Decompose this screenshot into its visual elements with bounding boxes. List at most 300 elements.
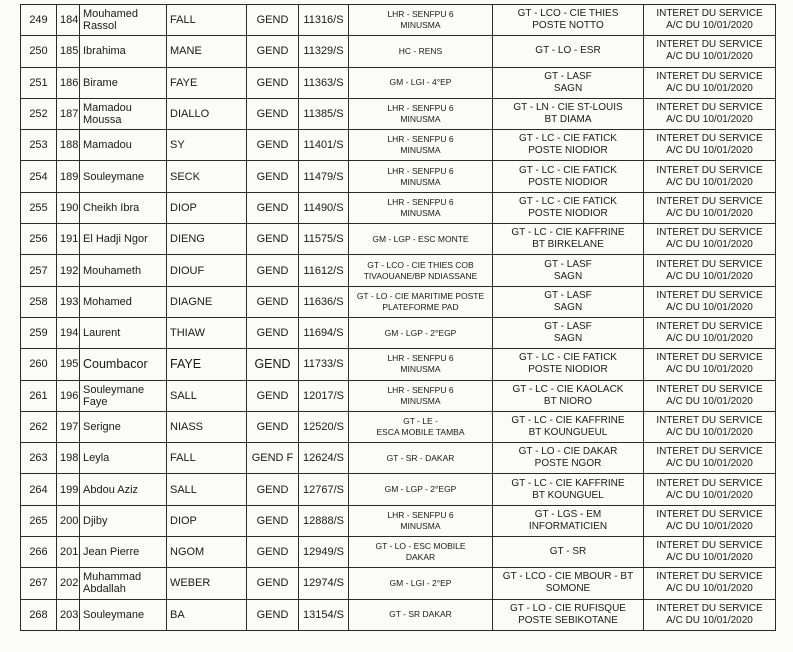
row-index-cell: 198: [57, 443, 80, 474]
motive-cell-line: INTERET DU SERVICE: [656, 70, 763, 82]
grade-cell: GEND: [247, 161, 299, 192]
origin-unit-cell-line: DAKAR: [405, 552, 436, 563]
motive-cell-line: INTERET DU SERVICE: [656, 571, 763, 583]
last-name-cell: SECK: [167, 161, 247, 192]
grade-cell: GEND: [247, 192, 299, 223]
first-name-cell: Mohamed: [80, 286, 167, 317]
destination-unit-cell-line: SAGN: [553, 333, 583, 345]
table-row: [21, 67, 776, 98]
table-row: [21, 224, 776, 255]
first-name-cell: Souleymane: [80, 599, 167, 630]
motive-cell-line: INTERET DU SERVICE: [656, 446, 763, 458]
table-row: [21, 411, 776, 442]
motive-cell-line: A/C DU 10/01/2020: [666, 520, 753, 532]
origin-unit-cell: [349, 224, 493, 255]
origin-unit-cell-line: ESCA MOBILE TAMBA: [376, 427, 465, 437]
first-name-cell: Muhammad Abdallah: [80, 568, 167, 599]
origin-unit-cell-line: LHR - SENFPU 6: [387, 165, 454, 176]
last-name-cell: FAYE: [167, 67, 247, 98]
origin-unit-cell-line: GM - LGP - 2°EGP: [384, 484, 457, 495]
destination-unit-cell-line: GT - SR: [549, 546, 587, 558]
origin-unit-cell: [349, 286, 493, 317]
destination-unit-cell-line: GT - LC - CIE KAFFRINE: [511, 227, 625, 239]
table-row: [21, 568, 776, 599]
destination-unit-cell: [493, 98, 644, 129]
destination-unit-cell-line: SOMONE: [545, 583, 591, 595]
first-name-cell: Mouhamed Rassol: [80, 5, 167, 36]
origin-unit-cell: [349, 161, 493, 192]
first-name-cell: Souleymane: [80, 161, 167, 192]
origin-unit-cell: [349, 537, 493, 568]
table-row: [21, 36, 776, 67]
personnel-table: [20, 4, 776, 631]
motive-cell-line: A/C DU 10/01/2020: [666, 51, 753, 63]
last-name-cell: SALL: [167, 474, 247, 505]
destination-unit-cell-line: GT - LC - CIE KAFFRINE: [511, 477, 625, 489]
row-index-cell: 189: [57, 161, 80, 192]
last-name-cell: NGOM: [167, 537, 247, 568]
row-number-cell: 251: [21, 67, 57, 98]
first-name-cell: Laurent: [80, 317, 167, 348]
table-row: [21, 443, 776, 474]
origin-unit-cell-line: MINUSMA: [400, 176, 441, 187]
origin-unit-cell-line: LHR - SENFPU 6: [387, 134, 454, 145]
motive-cell-line: INTERET DU SERVICE: [656, 383, 763, 395]
matricule-cell: 11479/S: [299, 161, 349, 192]
matricule-cell: 12888/S: [299, 505, 349, 536]
destination-unit-cell: [493, 380, 644, 411]
destination-unit-cell-line: POSTE NIODIOR: [528, 145, 608, 157]
last-name-cell: WEBER: [167, 568, 247, 599]
destination-unit-cell-line: BT NIORO: [543, 395, 593, 407]
row-index-cell: 200: [57, 505, 80, 536]
row-index-cell: 199: [57, 474, 80, 505]
origin-unit-cell: [349, 411, 493, 442]
row-number-cell: 266: [21, 537, 57, 568]
destination-unit-cell-line: GT - LC - CIE FATICK: [519, 352, 617, 364]
destination-unit-cell-line: GT - LGS - EM: [534, 508, 602, 520]
row-index-cell: 202: [57, 568, 80, 599]
grade-cell: GEND: [247, 36, 299, 67]
origin-unit-cell-line: GT - SR DAKAR: [389, 609, 452, 620]
motive-cell-line: INTERET DU SERVICE: [656, 540, 763, 552]
first-name-cell: Cheikh Ibra: [80, 192, 167, 223]
motive-cell: [644, 599, 776, 630]
motive-cell-line: INTERET DU SERVICE: [656, 508, 763, 520]
destination-unit-cell: [493, 411, 644, 442]
origin-unit-cell-line: MINUSMA: [400, 207, 441, 218]
origin-unit-cell: [349, 474, 493, 505]
origin-unit-cell: [349, 599, 493, 630]
row-index-cell: 191: [57, 224, 80, 255]
motive-cell-line: A/C DU 10/01/2020: [666, 176, 753, 188]
last-name-cell: DIENG: [167, 224, 247, 255]
matricule-cell: 12949/S: [299, 537, 349, 568]
first-name-cell: Leyla: [80, 443, 167, 474]
motive-cell-line: INTERET DU SERVICE: [656, 8, 763, 20]
last-name-cell: THIAW: [167, 317, 247, 348]
destination-unit-cell: [493, 130, 644, 161]
destination-unit-cell-line: POSTE NOTTO: [532, 20, 604, 32]
motive-cell: [644, 411, 776, 442]
motive-cell-line: A/C DU 10/01/2020: [666, 82, 753, 94]
motive-cell: [644, 568, 776, 599]
origin-unit-cell-line: MINUSMA: [400, 114, 441, 125]
row-number-cell: 264: [21, 474, 57, 505]
grade-cell: GEND: [247, 568, 299, 599]
row-index-cell: 185: [57, 36, 80, 67]
last-name-cell: FALL: [167, 443, 247, 474]
matricule-cell: 11575/S: [299, 224, 349, 255]
destination-unit-cell: [493, 36, 644, 67]
destination-unit-cell-line: BT KOUNGUEL: [532, 489, 604, 501]
origin-unit-cell-line: MINUSMA: [400, 395, 441, 406]
row-number-cell: 254: [21, 161, 57, 192]
destination-unit-cell-line: SAGN: [553, 301, 583, 313]
motive-cell-line: INTERET DU SERVICE: [656, 321, 763, 333]
row-number-cell: 265: [21, 505, 57, 536]
origin-unit-cell-line: MINUSMA: [400, 364, 441, 375]
origin-unit-cell: [349, 130, 493, 161]
destination-unit-cell-line: GT - LC - CIE KAOLACK: [512, 383, 624, 395]
origin-unit-cell: [349, 67, 493, 98]
row-number-cell: 267: [21, 568, 57, 599]
matricule-cell: 11363/S: [299, 67, 349, 98]
row-number-cell: 255: [21, 192, 57, 223]
motive-cell: [644, 255, 776, 286]
row-number-cell: 256: [21, 224, 57, 255]
table-row: [21, 255, 776, 286]
origin-unit-cell: [349, 317, 493, 348]
row-index-cell: 194: [57, 317, 80, 348]
grade-cell: GEND: [247, 98, 299, 129]
grade-cell: GEND: [247, 537, 299, 568]
motive-cell-line: A/C DU 10/01/2020: [666, 333, 753, 345]
table-row: [21, 317, 776, 348]
matricule-cell: 11401/S: [299, 130, 349, 161]
motive-cell: [644, 286, 776, 317]
origin-unit-cell: [349, 192, 493, 223]
last-name-cell: DIOP: [167, 192, 247, 223]
motive-cell: [644, 36, 776, 67]
matricule-cell: 11316/S: [299, 5, 349, 36]
destination-unit-cell: [493, 349, 644, 380]
motive-cell: [644, 349, 776, 380]
motive-cell-line: A/C DU 10/01/2020: [666, 395, 753, 407]
row-index-cell: 196: [57, 380, 80, 411]
destination-unit-cell-line: POSTE NGOR: [534, 458, 602, 470]
destination-unit-cell: [493, 224, 644, 255]
origin-unit-cell-line: MINUSMA: [400, 520, 441, 531]
motive-cell-line: A/C DU 10/01/2020: [666, 239, 753, 251]
origin-unit-cell-line: LHR - SENFPU 6: [387, 353, 454, 364]
row-number-cell: 258: [21, 286, 57, 317]
destination-unit-cell: [493, 537, 644, 568]
motive-cell-line: A/C DU 10/01/2020: [666, 207, 753, 219]
matricule-cell: 11636/S: [299, 286, 349, 317]
motive-cell-line: A/C DU 10/01/2020: [666, 301, 753, 313]
motive-cell-line: INTERET DU SERVICE: [656, 477, 763, 489]
motive-cell-line: INTERET DU SERVICE: [656, 195, 763, 207]
row-index-cell: 192: [57, 255, 80, 286]
table-row: [21, 505, 776, 536]
row-index-cell: 187: [57, 98, 80, 129]
row-index-cell: 203: [57, 599, 80, 630]
row-number-cell: 262: [21, 411, 57, 442]
grade-cell: GEND: [247, 505, 299, 536]
motive-cell-line: INTERET DU SERVICE: [656, 352, 763, 364]
matricule-cell: 12624/S: [299, 443, 349, 474]
row-index-cell: 195: [57, 349, 80, 380]
origin-unit-cell-line: LHR - SENFPU 6: [387, 196, 454, 207]
origin-unit-cell-line: GT - LO - CIE MARITIME POSTE: [356, 290, 485, 301]
destination-unit-cell-line: POSTE NIODIOR: [528, 176, 608, 188]
destination-unit-cell: [493, 5, 644, 36]
motive-cell: [644, 161, 776, 192]
destination-unit-cell-line: GT - LCO - CIE THIES: [517, 8, 619, 20]
table-row: [21, 599, 776, 630]
row-number-cell: 253: [21, 130, 57, 161]
motive-cell-line: A/C DU 10/01/2020: [666, 270, 753, 282]
destination-unit-cell-line: GT - LN - CIE ST-LOUIS: [513, 102, 623, 114]
grade-cell: GEND: [247, 474, 299, 505]
motive-cell: [644, 192, 776, 223]
table-row: [21, 130, 776, 161]
destination-unit-cell: [493, 286, 644, 317]
destination-unit-cell: [493, 255, 644, 286]
motive-cell-line: A/C DU 10/01/2020: [666, 458, 753, 470]
grade-cell: GEND: [247, 67, 299, 98]
row-index-cell: 186: [57, 67, 80, 98]
destination-unit-cell-line: POSTE SEBIKOTANE: [518, 614, 618, 626]
origin-unit-cell: [349, 505, 493, 536]
table-row: [21, 286, 776, 317]
destination-unit-cell-line: SAGN: [553, 82, 583, 94]
matricule-cell: 11694/S: [299, 317, 349, 348]
destination-unit-cell-line: GT - LC - CIE FATICK: [519, 164, 617, 176]
destination-unit-cell: [493, 317, 644, 348]
motive-cell-line: A/C DU 10/01/2020: [666, 114, 753, 126]
destination-unit-cell-line: GT - LASF: [544, 258, 592, 270]
motive-cell-line: INTERET DU SERVICE: [656, 227, 763, 239]
destination-unit-cell-line: SAGN: [553, 270, 583, 282]
row-number-cell: 252: [21, 98, 57, 129]
matricule-cell: 13154/S: [299, 599, 349, 630]
matricule-cell: 12017/S: [299, 380, 349, 411]
last-name-cell: DIOUF: [167, 255, 247, 286]
destination-unit-cell-line: GT - LC - CIE KAFFRINE: [511, 415, 625, 426]
origin-unit-cell-line: GT - LO - ESC MOBILE: [375, 541, 466, 552]
origin-unit-cell-line: LHR - SENFPU 6: [387, 509, 454, 520]
row-index-cell: 188: [57, 130, 80, 161]
destination-unit-cell-line: GT - LASF: [544, 289, 592, 301]
first-name-cell: Souleymane Faye: [80, 380, 167, 411]
motive-cell-line: A/C DU 10/01/2020: [666, 20, 753, 32]
origin-unit-cell-line: GT - LE -: [403, 416, 438, 426]
matricule-cell: 11385/S: [299, 98, 349, 129]
matricule-cell: 12520/S: [299, 411, 349, 442]
destination-unit-cell: [493, 474, 644, 505]
origin-unit-cell: [349, 349, 493, 380]
grade-cell: GEND: [247, 317, 299, 348]
first-name-cell: Djiby: [80, 505, 167, 536]
grade-cell: GEND: [247, 599, 299, 630]
motive-cell-line: A/C DU 10/01/2020: [666, 427, 753, 438]
last-name-cell: FAYE: [167, 349, 247, 380]
destination-unit-cell: [493, 505, 644, 536]
origin-unit-cell: [349, 255, 493, 286]
motive-cell-line: INTERET DU SERVICE: [656, 258, 763, 270]
first-name-cell: Birame: [80, 67, 167, 98]
last-name-cell: SALL: [167, 380, 247, 411]
matricule-cell: 12974/S: [299, 568, 349, 599]
grade-cell: GEND: [247, 224, 299, 255]
grade-cell: GEND: [247, 286, 299, 317]
table-row: [21, 5, 776, 36]
motive-cell: [644, 5, 776, 36]
grade-cell: GEND F: [247, 443, 299, 474]
destination-unit-cell-line: BT BIRKELANE: [532, 239, 604, 251]
motive-cell: [644, 474, 776, 505]
destination-unit-cell: [493, 443, 644, 474]
motive-cell-line: A/C DU 10/01/2020: [666, 364, 753, 376]
first-name-cell: El Hadji Ngor: [80, 224, 167, 255]
row-index-cell: 193: [57, 286, 80, 317]
first-name-cell: Mamadou: [80, 130, 167, 161]
matricule-cell: 12767/S: [299, 474, 349, 505]
last-name-cell: SY: [167, 130, 247, 161]
motive-cell: [644, 317, 776, 348]
origin-unit-cell-line: LHR - SENFPU 6: [387, 103, 454, 114]
motive-cell-line: A/C DU 10/01/2020: [666, 145, 753, 157]
row-number-cell: 250: [21, 36, 57, 67]
destination-unit-cell: [493, 192, 644, 223]
destination-unit-cell-line: GT - LASF: [544, 70, 592, 82]
destination-unit-cell-line: BT DIAMA: [544, 114, 592, 126]
first-name-cell: Abdou Aziz: [80, 474, 167, 505]
motive-cell: [644, 98, 776, 129]
matricule-cell: 11612/S: [299, 255, 349, 286]
origin-unit-cell: [349, 98, 493, 129]
row-number-cell: 268: [21, 599, 57, 630]
row-index-cell: 197: [57, 411, 80, 442]
destination-unit-cell-line: POSTE NIODIOR: [528, 364, 608, 376]
destination-unit-cell-line: GT - LC - CIE FATICK: [519, 195, 617, 207]
table-row: [21, 98, 776, 129]
motive-cell-line: INTERET DU SERVICE: [656, 164, 763, 176]
last-name-cell: DIAGNE: [167, 286, 247, 317]
origin-unit-cell-line: MINUSMA: [400, 145, 441, 156]
destination-unit-cell: [493, 599, 644, 630]
motive-cell-line: INTERET DU SERVICE: [656, 415, 763, 426]
table-row: [21, 474, 776, 505]
row-number-cell: 260: [21, 349, 57, 380]
origin-unit-cell: [349, 5, 493, 36]
motive-cell-line: INTERET DU SERVICE: [656, 133, 763, 145]
last-name-cell: NIASS: [167, 411, 247, 442]
destination-unit-cell-line: GT - LO - CIE RUFISQUE: [510, 602, 626, 614]
grade-cell: GEND: [247, 380, 299, 411]
table-row: [21, 349, 776, 380]
motive-cell-line: INTERET DU SERVICE: [656, 102, 763, 114]
origin-unit-cell: [349, 380, 493, 411]
destination-unit-cell-line: BT KOUNGUEUL: [528, 427, 608, 438]
table-row: [21, 537, 776, 568]
motive-cell: [644, 224, 776, 255]
destination-unit-cell: [493, 67, 644, 98]
table-row: [21, 161, 776, 192]
first-name-cell: Mouhameth: [80, 255, 167, 286]
row-number-cell: 257: [21, 255, 57, 286]
grade-cell: GEND: [247, 130, 299, 161]
row-index-cell: 201: [57, 537, 80, 568]
last-name-cell: DIALLO: [167, 98, 247, 129]
last-name-cell: BA: [167, 599, 247, 630]
motive-cell-line: INTERET DU SERVICE: [656, 602, 763, 614]
origin-unit-cell-line: GT - LCO - CIE THIES COB: [367, 259, 474, 270]
last-name-cell: FALL: [167, 5, 247, 36]
destination-unit-cell-line: GT - LO - CIE DAKAR: [518, 446, 618, 458]
row-number-cell: 249: [21, 5, 57, 36]
destination-unit-cell-line: GT - LO - ESR: [535, 45, 601, 57]
destination-unit-cell-line: GT - LC - CIE FATICK: [519, 133, 617, 145]
origin-unit-cell-line: GT - SR - DAKAR: [386, 452, 455, 463]
motive-cell: [644, 505, 776, 536]
origin-unit-cell-line: HC - RENS: [398, 45, 443, 56]
matricule-cell: 11329/S: [299, 36, 349, 67]
motive-cell: [644, 67, 776, 98]
motive-cell: [644, 443, 776, 474]
motive-cell: [644, 537, 776, 568]
row-number-cell: 263: [21, 443, 57, 474]
table-row: [21, 192, 776, 223]
destination-unit-cell-line: INFORMATICIEN: [528, 520, 608, 532]
first-name-cell: Serigne: [80, 411, 167, 442]
first-name-cell: Coumbacor: [80, 349, 167, 380]
matricule-cell: 11490/S: [299, 192, 349, 223]
origin-unit-cell: [349, 443, 493, 474]
first-name-cell: Mamadou Moussa: [80, 98, 167, 129]
origin-unit-cell-line: GM - LGP - 2°EGP: [384, 327, 457, 338]
motive-cell-line: A/C DU 10/01/2020: [666, 614, 753, 626]
origin-unit-cell-line: PLATEFORME PAD: [382, 301, 459, 312]
destination-unit-cell-line: GT - LCO - CIE MBOUR - BT: [502, 571, 634, 583]
motive-cell: [644, 380, 776, 411]
table-body: [21, 5, 776, 631]
row-index-cell: 184: [57, 5, 80, 36]
first-name-cell: Ibrahima: [80, 36, 167, 67]
table-row: [21, 380, 776, 411]
last-name-cell: MANE: [167, 36, 247, 67]
motive-cell-line: A/C DU 10/01/2020: [666, 583, 753, 595]
destination-unit-cell-line: POSTE NIODIOR: [528, 207, 608, 219]
motive-cell-line: A/C DU 10/01/2020: [666, 489, 753, 501]
matricule-cell: 11733/S: [299, 349, 349, 380]
motive-cell: [644, 130, 776, 161]
grade-cell: GEND: [247, 5, 299, 36]
grade-cell: GEND: [247, 255, 299, 286]
destination-unit-cell: [493, 161, 644, 192]
motive-cell-line: INTERET DU SERVICE: [656, 289, 763, 301]
origin-unit-cell-line: GM - LGP - ESC MONTE: [372, 233, 469, 244]
origin-unit-cell-line: LHR - SENFPU 6: [387, 384, 454, 395]
row-number-cell: 261: [21, 380, 57, 411]
row-index-cell: 190: [57, 192, 80, 223]
origin-unit-cell-line: GM - LGI - 4°EP: [389, 77, 452, 88]
motive-cell-line: A/C DU 10/01/2020: [666, 552, 753, 564]
grade-cell: GEND: [247, 349, 299, 380]
first-name-cell: Jean Pierre: [80, 537, 167, 568]
